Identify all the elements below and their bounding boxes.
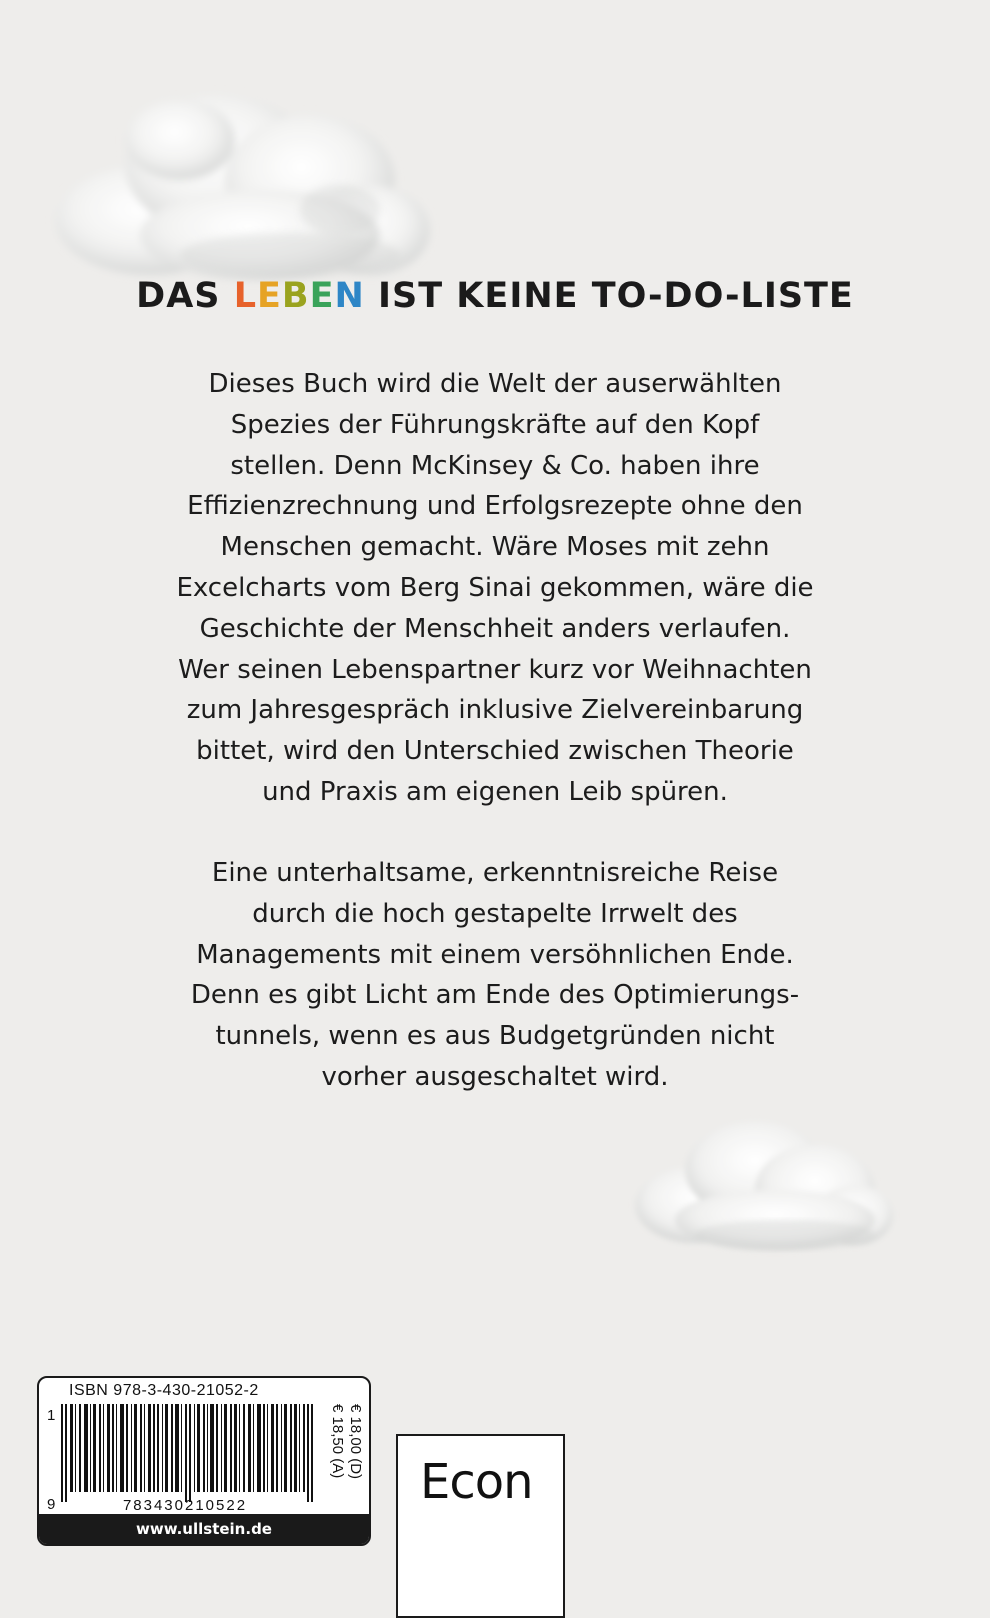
- barcode-digits: 783430210522: [122, 1497, 248, 1514]
- blurb-line: Menschen gemacht. Wäre Moses mit zehn: [220, 532, 770, 563]
- blurb-line: und Praxis am eigenen Leib spüren.: [262, 776, 728, 807]
- headline-leben-letter: N: [334, 276, 365, 316]
- blurb-line: zum Jahresgespräch inklusive Zielvereinbarung: [186, 695, 804, 726]
- blurb-line: Excelcharts vom Berg Sinai gekommen, wäre die: [176, 572, 814, 603]
- isbn-number: ISBN 978-3-430-21052-2: [69, 1382, 259, 1399]
- blurb-line: Wer seinen Lebenspartner kurz vor Weihnachten: [178, 654, 812, 685]
- blurb-paragraph-2: [120, 853, 870, 1098]
- barcode-lead-digit-top: 1: [47, 1407, 56, 1424]
- headline-leben-letter: E: [309, 276, 335, 316]
- barcode-lead-digit-bottom: 9: [47, 1496, 56, 1513]
- price-column: [329, 1404, 366, 1508]
- blurb-line: stellen. Denn McKinsey & Co. haben ihre: [230, 450, 760, 481]
- blurb-line: tunnels, wenn es aus Budgetgründen nicht: [215, 1021, 775, 1052]
- blurb-line: Spezies der Führungskräfte auf den Kopf: [230, 409, 760, 440]
- headline-part2: IST KEINE TO-DO-LISTE: [364, 276, 854, 316]
- cloud-image-bottom: [625, 1110, 900, 1260]
- headline: [0, 276, 990, 316]
- blurb-paragraph-1: [120, 364, 870, 813]
- blurb-line: Denn es gibt Licht am Ende des Optimierungs-: [190, 980, 800, 1011]
- barcode-graphic: [45, 1404, 345, 1514]
- headline-leben-letter: L: [233, 276, 257, 316]
- blurb-line: Managements mit einem versöhnlichen Ende.: [196, 939, 794, 970]
- publisher-logo: Econ: [420, 1454, 533, 1510]
- price-austria: € 18,50 (A): [329, 1404, 346, 1479]
- blurb-line: Eine unterhaltsame, erkenntnisreiche Reise: [211, 858, 779, 888]
- blurb-line: vorher ausgeschaltet wird.: [321, 1061, 669, 1092]
- price-germany: € 18,00 (D): [347, 1404, 364, 1480]
- headline-leben-letter: E: [257, 276, 282, 316]
- blurb-line: Dieses Buch wird die Welt der auserwählten: [208, 369, 782, 399]
- blurb-line: bittet, wird den Unterschied zwischen Theorie: [196, 736, 794, 767]
- blurb-line: Effizienzrechnung und Erfolgsrezepte ohne den: [187, 491, 803, 522]
- cloud-image-top: [40, 70, 440, 290]
- headline-leben-letter: B: [281, 276, 310, 316]
- blurb-line: durch die hoch gestapelte Irrwelt des: [252, 898, 738, 929]
- headline-part1: DAS: [136, 276, 234, 316]
- publisher-logo-box: [396, 1434, 565, 1618]
- blurb-line: Geschichte der Menschheit anders verlaufen.: [199, 613, 791, 644]
- publisher-url: www.ullstein.de: [39, 1514, 369, 1544]
- barcode-box: [37, 1376, 371, 1546]
